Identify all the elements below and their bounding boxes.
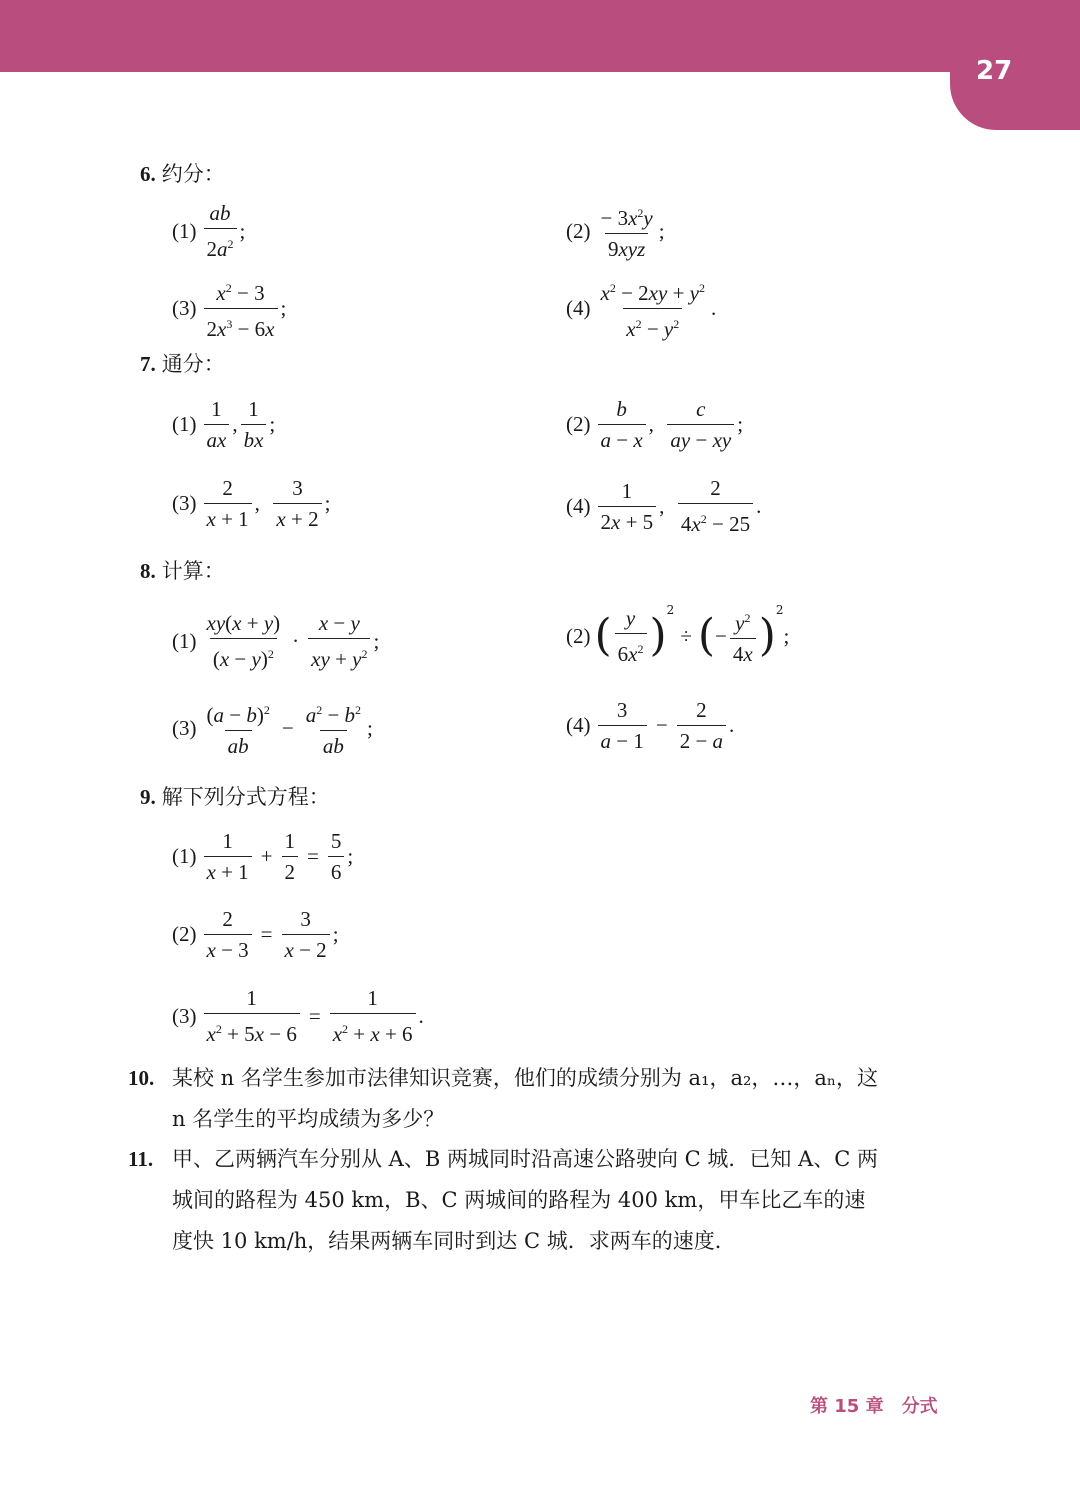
fraction: $\frac{1}{bx}$: [241, 396, 267, 453]
item-label: (2): [172, 922, 197, 946]
problem-number: 6.: [140, 162, 156, 186]
item-label: (3): [172, 715, 197, 740]
p9-item-1: (1) $\frac{1}{x + 1}$ + $\frac{1}{2}$ = $\frac{5}{6}$ ;: [172, 829, 354, 884]
fraction: $\frac{1}{ax}$: [204, 396, 230, 453]
item-label: (2): [566, 412, 591, 436]
problem-text: n 名学生的平均成绩为多少？: [172, 1107, 445, 1131]
problem-title: 约分：: [161, 162, 225, 186]
p6-item-2: (2) $\frac{- 3x^2y}{\text{9xyz}}$ ;: [566, 200, 665, 262]
header-band: [0, 0, 1080, 72]
fraction: $\frac{c}{ay - xy}$: [667, 396, 734, 453]
problem-number: 10.: [128, 1066, 155, 1090]
fraction: $\frac{2}{x + 1}$: [204, 475, 252, 532]
item-label: (1): [172, 218, 197, 243]
fraction: $\frac{3}{a - 1}$: [598, 697, 647, 754]
p6-item-3: (3) $\frac{x^2 - 3}{2x^3 - 6x}$ ;: [172, 275, 286, 342]
p8-item-2: (2) ( $\frac{y}{6x^2}$ ) 2 ÷ ( − $\frac{y^2}{4x}$ ) 2 ;: [566, 603, 790, 666]
fraction: $\frac{1}{x + 1}$: [204, 828, 252, 885]
problem-title: 计算：: [161, 559, 225, 583]
fraction: $\frac{xy(x + y)}{(x - y)^2}$: [206, 611, 281, 671]
problem-10: [128, 1058, 958, 1140]
fraction: $\frac{3}{x + 2}$: [273, 475, 321, 532]
fraction: $\frac{x^2 - 2xy + y^2}{x^2 - y^2}$: [600, 281, 705, 341]
item-label: (4): [566, 713, 591, 737]
p8-item-3: (3) $\frac{(a - b)^2}{ab}$ − $\frac{a^2 - b^2}{ab}$ ;: [172, 697, 373, 759]
chapter-footer: 第 15 章 分式: [810, 1396, 938, 1417]
problem-number: 8.: [140, 559, 156, 583]
p7-item-4: (4) $\frac{1}{2x + 5}$ , $\frac{2}{4x^2 - 25}$ .: [566, 476, 762, 536]
fraction: $\frac{y}{6x^2}$: [615, 605, 647, 667]
fraction: $\frac{2}{x - 3}$: [204, 906, 252, 963]
fraction: $\frac{5}{6}$: [328, 828, 345, 885]
problem-7-heading: [140, 348, 225, 378]
problem-text: 度快 10 km/h，结果两辆车同时到达 C 城．求两车的速度．: [172, 1229, 736, 1253]
item-label: (2): [566, 623, 591, 648]
problem-8-heading: [140, 555, 225, 585]
problem-text: 城间的路程为 450 km，B、C 两城间的路程为 400 km，甲车比乙车的速: [172, 1188, 866, 1212]
problem-9-heading: [140, 781, 330, 811]
fraction: $\frac{2}{2 - a}$: [677, 697, 726, 754]
page-number: 27: [976, 56, 1013, 86]
item-label: (4): [566, 296, 591, 320]
p9-item-3: (3) $\frac{1}{x^2 + 5x - 6}$ = $\frac{1}{x^2 + x + 6}$ .: [172, 986, 424, 1046]
item-label: (1): [172, 844, 197, 868]
problem-text: 某校 n 名学生参加市法律知识竞赛，他们的成绩分别为 a₁，a₂，…，aₙ，这: [172, 1066, 879, 1090]
fraction: $\frac{ab}{2a^2}$: [204, 200, 237, 262]
p7-item-2: (2) $\frac{b}{a - x}$ , $\frac{c}{ay - xy}$ ;: [566, 397, 744, 452]
fraction: $\frac{y^2}{4x}$: [730, 605, 756, 667]
fraction: $\frac{1}{2x + 5}$: [598, 478, 657, 535]
item-label: (3): [172, 491, 197, 515]
fraction: $\frac{x^2 - 3}{2x^3 - 6x}$: [204, 275, 278, 342]
p9-item-2: (2) $\frac{2}{x - 3}$ = $\frac{3}{x - 2}$ ;: [172, 907, 339, 962]
fraction: $\frac{2}{4x^2 - 25}$: [678, 475, 753, 537]
problem-6-heading: [140, 158, 225, 188]
p8-item-4: (4) $\frac{3}{a - 1}$ − $\frac{2}{2 - a}$ .: [566, 698, 735, 753]
p8-item-1: (1) $\frac{xy(x + y)}{(x - y)^2}$ · $\frac{x - y}{xy + y^2}$ ;: [172, 611, 380, 671]
p6-item-1: (1) $\frac{ab}{2a^2}$ ;: [172, 201, 246, 261]
fraction: $\frac{(a - b)^2}{ab}$: [206, 703, 270, 758]
fraction: $\frac{1}{x^2 + x + 6}$: [330, 985, 416, 1047]
fraction: $\frac{x - y}{xy + y^2}$: [308, 610, 370, 672]
item-label: (3): [172, 296, 197, 320]
problem-number: 7.: [140, 352, 156, 376]
p7-item-1: (1) $\frac{1}{ax}$ , $\frac{1}{bx}$ ;: [172, 397, 276, 452]
fraction: $\frac{b}{a - x}$: [598, 396, 646, 453]
item-label: (4): [566, 493, 591, 518]
fraction: $\frac{a^2 - b^2}{ab}$: [305, 703, 362, 758]
fraction: $\frac{3}{x - 2}$: [282, 906, 330, 963]
problem-number: 9.: [140, 785, 156, 809]
p7-item-3: (3) $\frac{2}{x + 1}$ , $\frac{3}{x + 2}$ ;: [172, 476, 331, 531]
item-label: (1): [172, 412, 197, 436]
problem-11: [128, 1139, 958, 1262]
p6-item-4: (4) $\frac{x^2 - 2xy + y^2}{x^2 - y^2}$ .: [566, 275, 716, 342]
fraction: $\frac{1}{x^2 + 5x - 6}$: [204, 985, 300, 1047]
item-label: (3): [172, 1003, 197, 1028]
item-label: (1): [172, 628, 197, 653]
problem-title: 解下列分式方程：: [161, 785, 330, 809]
fraction: $\frac{- 3x^2y}{\text{9xyz}}$: [600, 206, 653, 261]
item-label: (2): [566, 218, 591, 243]
problem-number: 11.: [128, 1147, 154, 1171]
fraction: $\frac{1}{2}$: [282, 828, 299, 885]
problem-text: 甲、乙两辆汽车分别从 A、B 两城同时沿高速公路驶向 C 城．已知 A、C 两: [172, 1147, 878, 1171]
problem-title: 通分：: [161, 352, 225, 376]
